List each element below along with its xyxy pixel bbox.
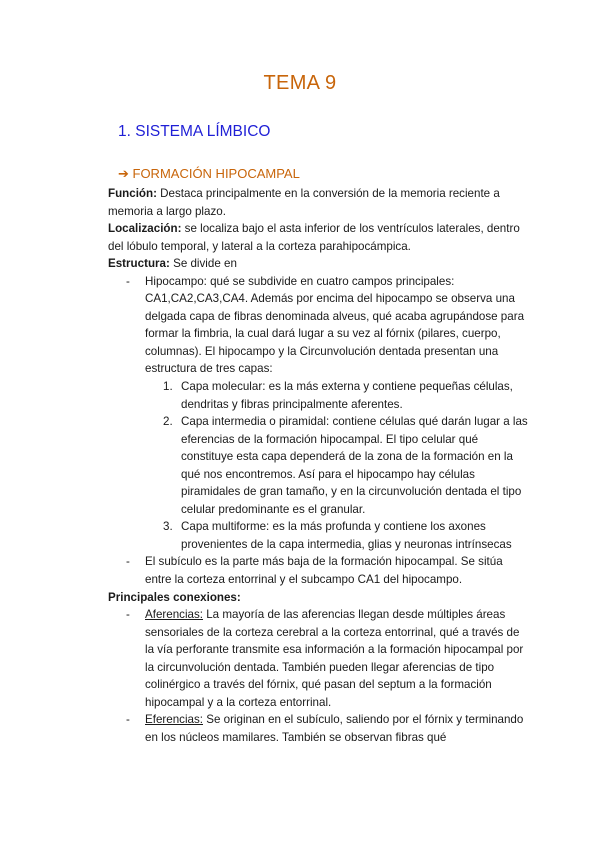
list-item-subiculo <box>108 553 528 588</box>
localizacion-paragraph <box>108 220 528 255</box>
list-item-capa-1 <box>108 378 528 413</box>
capa-text: Capa molecular: es la más externa y contiene pequeñas células, dendritas y fibras principalmente aferentes. <box>181 380 513 411</box>
list-item-capa-2 <box>108 413 528 518</box>
list-item-aferencias <box>108 606 528 711</box>
aferencias-text: La mayoría de las aferencias llegan desde múltiples áreas sensoriales de la corteza cerebral a la corteza entorrinal, qué a través de la vía perforante transmite esa información a la formación hipocampal por la circunvolución dentada. También pueden llegar aferencias de tipo colinérgico a través del fórnix, qué pasan del septum a la formación hipocampal y a la corteza entorrinal. <box>145 608 524 709</box>
list-number: 2. <box>163 415 173 429</box>
aferencias-label: Aferencias: <box>145 608 203 622</box>
dash-bullet: - <box>126 713 130 727</box>
list-number: 3. <box>163 520 173 534</box>
conexiones-heading: Principales conexiones: <box>108 590 241 604</box>
subsection-heading: ➔ FORMACIÓN HIPOCAMPAL <box>118 166 300 181</box>
funcion-label: Función: <box>108 187 157 200</box>
funcion-text: Destaca principalmente en la conversión de la memoria reciente a memoria a largo plazo. <box>108 187 500 218</box>
eferencias-text: Se originan en el subículo, saliendo por el fórnix y terminando en los núcleos mamilares. También se observan fibras qué <box>145 713 524 744</box>
list-number: 1. <box>163 380 173 394</box>
list-item-eferencias <box>108 711 528 746</box>
page-title: TEMA 9 <box>263 72 337 94</box>
estructura-paragraph <box>108 255 528 273</box>
capa-text: Capa intermedia o piramidal: contiene células qué darán lugar a las eferencias de la formación hipocampal. El tipo celular qué constituye esta capa dependerá de la zona de la formación en la qué nos encontremos. Así para el hipocampo hay células piramidales de gran tamaño, y en la circunvolución dentada el tipo celular predominante es el granular. <box>181 415 528 516</box>
estructura-label: Estructura: <box>108 257 170 271</box>
dash-bullet: - <box>126 555 130 569</box>
document-body <box>108 185 528 747</box>
capa-text: Capa multiforme: es la más profunda y contiene los axones provenientes de la capa intermedia, glias y neuronas intrínsecas <box>181 520 512 551</box>
eferencias-label: Eferencias: <box>145 713 203 727</box>
funcion-paragraph <box>108 185 528 220</box>
dash-bullet: - <box>126 274 130 288</box>
hipocampo-text: Hipocampo: qué se subdivide en cuatro campos principales: CA1,CA2,CA3,CA4. Además por encima del hipocampo se observa una delgada capa de fibras denominada alveus, qué acaba agrupándose para formar la fimbria, la cual dará lugar a su vez al fórnix (pilares, cuerpo, columnas). El hipocampo y la Circunvolución dentada presentan una estructura de tres capas: <box>145 274 525 376</box>
list-item-capa-3 <box>108 518 528 553</box>
subiculo-text: El subículo es la parte más baja de la formación hipocampal. Se sitúa entre la corteza entorrinal y el subcampo CA1 del hipocampo. <box>145 555 503 587</box>
localizacion-label: Localización: <box>108 222 182 236</box>
section-heading: 1. SISTEMA LÍMBICO <box>118 123 271 140</box>
estructura-text: Se divide en <box>169 257 237 271</box>
localizacion-text: se localiza bajo el asta inferior de los ventrículos laterales, dentro del lóbulo temporal, y lateral a la corteza parahipocámpica. <box>108 222 520 253</box>
dash-bullet: - <box>126 608 130 622</box>
list-item-hipocampo <box>108 273 528 378</box>
